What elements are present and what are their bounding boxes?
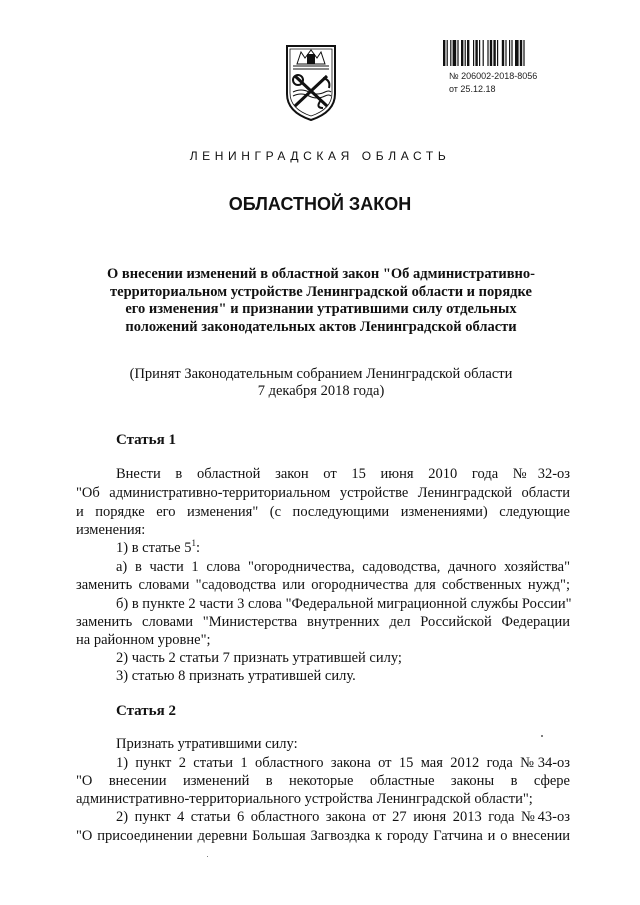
barcode-bar [443, 40, 445, 66]
barcode-bar [520, 40, 522, 66]
article-2-line: 1) пункт 2 статьи 1 областного закона от 15 мая 2012 года №34-оз [116, 755, 570, 771]
barcode-bar [497, 40, 498, 66]
article-1-line: Внести в областной закон от 15 июня 2010 года №32-оз [116, 466, 570, 482]
barcode-bar [479, 40, 480, 66]
adoption-line: (Принят Законодательным собранием Ленинградской области [129, 366, 513, 382]
article-2-line: Признать утратившими силу: [116, 736, 298, 752]
article-1-line: "Об административно-территориальном устройстве Ленинградской области [76, 485, 570, 501]
title-line: территориальном устройстве Ленинградской области и порядке [110, 283, 532, 300]
article-1-line: на районном уровне"; [76, 632, 211, 648]
document-date: от 25.12.18 [449, 84, 496, 94]
region-heading: ЛЕНИНГРАДСКАЯ ОБЛАСТЬ [189, 149, 451, 163]
barcode-bar [475, 40, 477, 66]
article-2-line: административно-территориального устройства Ленинградской области"; [76, 791, 533, 807]
barcode-bar [515, 40, 519, 66]
superscript: 1 [191, 538, 196, 549]
barcode-bar [465, 40, 466, 66]
barcode-bar [511, 40, 512, 66]
title-line: О внесении изменений в областной закон "Об административно- [107, 266, 535, 282]
barcode-bar [502, 40, 504, 66]
barcode-bar [450, 40, 451, 66]
adoption-line: 7 декабря 2018 года) [257, 383, 385, 399]
article-1-item-text: 1) в статье 5 [116, 540, 192, 556]
article-2-line: "О присоединении деревни Большая Загвоздка к городу Гатчина и о внесении [76, 828, 570, 844]
article-2-line: "О внесении изменений в некоторые областные законы в сфере [76, 773, 570, 789]
article-1-line: б) в пункте 2 части 3 слова "Федеральной миграционной службы России" [116, 596, 572, 612]
article-1-line: и порядке его изменения" (с последующими изменениями) следующие [76, 504, 570, 520]
article-1-line [116, 540, 200, 557]
coat-of-arms-emblem [283, 44, 339, 122]
adoption-note [84, 366, 558, 400]
article-1-heading: Статья 1 [116, 432, 176, 448]
law-title [84, 266, 558, 336]
barcode-bar [490, 40, 492, 66]
barcode-bar [447, 40, 448, 66]
article-1-line: 2) часть 2 статьи 7 признать утратившей силу; [116, 650, 402, 666]
document-number: № 206002-2018-8056 [449, 71, 538, 81]
barcode-bar [483, 40, 484, 66]
scan-speck [207, 856, 208, 857]
barcode-bar [487, 40, 488, 66]
title-line: положений законодательных актов Ленинградской области [125, 318, 517, 335]
barcode-bar [453, 40, 457, 66]
scan-speck [541, 735, 543, 737]
barcode-bar [467, 40, 469, 66]
article-2-line: 2) пункт 4 статьи 6 областного закона от 27 июня 2013 года №43-оз [116, 809, 570, 825]
barcode-bar [461, 40, 463, 66]
article-1-line: заменить словами "Министерства внутренних дел Российской Федерации [76, 614, 570, 630]
title-line: его изменения" и признании утратившими силу отдельных [125, 301, 517, 317]
barcode-bar [523, 40, 524, 66]
barcode [443, 40, 555, 66]
document-registration [449, 70, 537, 96]
barcode-bar [509, 40, 510, 66]
article-1-line: изменения: [76, 522, 146, 538]
article-2-heading: Статья 2 [116, 703, 176, 719]
barcode-bar [493, 40, 495, 66]
barcode-bar [457, 40, 458, 66]
barcode-bar [505, 40, 506, 66]
article-1-line: а) в части 1 слова "огородничества, садоводства, дачного хозяйства" [116, 559, 570, 575]
document-type-heading: ОБЛАСТНОЙ ЗАКОН [228, 194, 412, 214]
barcode-bar [473, 40, 474, 66]
colon: : [195, 540, 200, 556]
article-1-line: заменить словами "садоводства или огородничества для собственных нужд"; [76, 577, 570, 593]
article-1-line: 3) статью 8 признать утратившей силу. [116, 668, 356, 684]
